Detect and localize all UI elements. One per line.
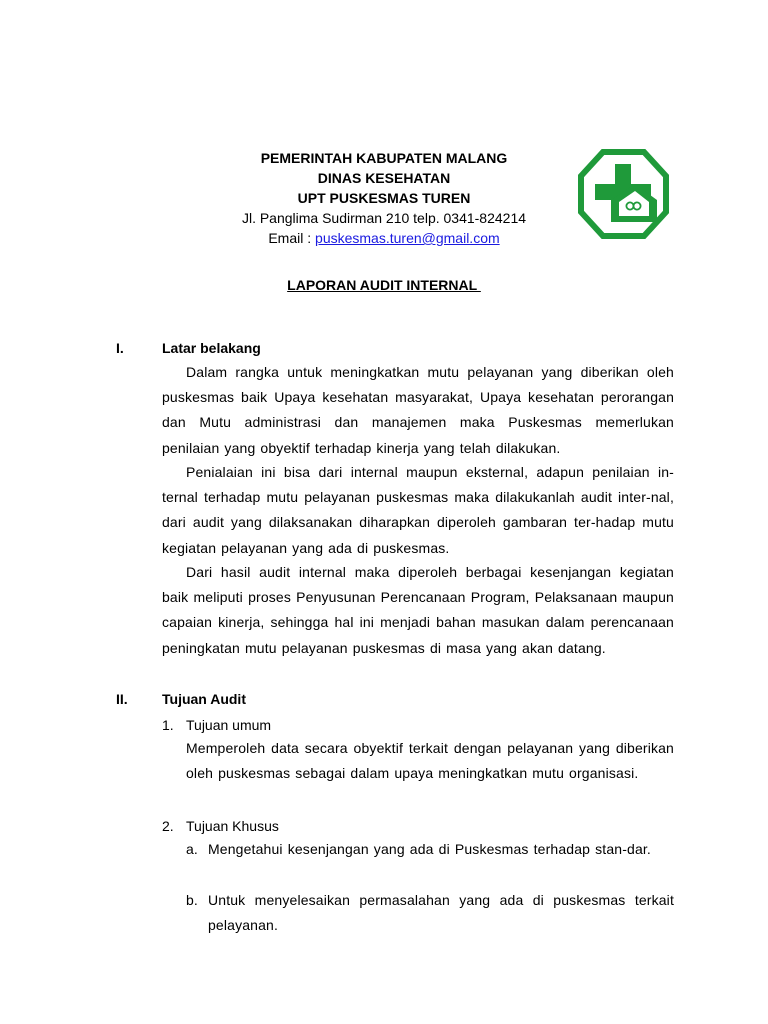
sub-item-b-label: b. <box>186 892 198 908</box>
list-item-2-number: 2. <box>162 818 174 834</box>
list-item-1 <box>162 716 271 734</box>
sub-item-b <box>186 888 674 938</box>
document-title: LAPORAN AUDIT INTERNAL <box>287 277 481 293</box>
section-1-heading: Latar belakang <box>162 340 261 356</box>
agency-name: DINAS KESEHATAN <box>317 170 451 186</box>
sub-item-a-text: Mengetahui kesenjangan yang ada di Puskesmas terhadap stan-dar. <box>208 841 651 857</box>
email-link[interactable]: puskesmas.turen@gmail.com <box>315 230 500 246</box>
list-item-2-label: Tujuan Khusus <box>186 818 279 834</box>
address: Jl. Panglima Sudirman 210 telp. 0341-824214 <box>241 210 527 226</box>
letterhead <box>200 148 568 248</box>
government-name: PEMERINTAH KABUPATEN MALANG <box>260 150 508 166</box>
sub-item-a-label: a. <box>186 841 198 857</box>
unit-name: UPT PUSKESMAS TUREN <box>297 190 471 206</box>
section-1-paragraph-1: Dalam rangka untuk meningkatkan mutu pelayanan yang diberikan oleh puskesmas baik Upaya kesehatan masyarakat, Upaya kesehatan perorangan dan Mutu administrasi dan manajemen maka Puskesmas memerlukan penilaian yang obyektif terhadap kinerja yang telah dilakukan. <box>162 364 674 456</box>
section-1-paragraph-3: Dari hasil audit internal maka diperoleh berbagai kesenjangan kegiatan baik meliputi proses Penyusunan Perencanaan Program, Pelaksanaan maupun capaian kinerja, sehingga hal ini menjadi bahan masukan dalam perencanaan peningkatan mutu pelayanan puskesmas di masa yang akan datang. <box>162 564 674 656</box>
list-item-2 <box>162 817 279 835</box>
list-item-1-label: Tujuan umum <box>186 717 272 733</box>
section-1-paragraph-2: Penialaian ini bisa dari internal maupun eksternal, adapun penilaian in-ternal terhadap mutu pelayanan puskesmas maka dilakukanlah audit inter-nal, dari audit yang dilaksanakan diharapkan diperoleh gambaran ter-hadap mutu kegiatan pelayanan yang ada di puskesmas. <box>162 464 674 556</box>
sub-item-a <box>186 837 674 862</box>
email-label: Email : <box>268 230 316 246</box>
section-2-number: II. <box>116 691 128 707</box>
list-item-1-number: 1. <box>162 717 174 733</box>
list-item-1-text: Memperoleh data secara obyektif terkait dengan pelayanan yang diberikan oleh puskesmas sebagai dalam upaya meningkatkan mutu organisasi. <box>186 740 674 782</box>
puskesmas-logo-icon <box>577 146 670 242</box>
sub-item-b-text: Untuk menyelesaikan permasalahan yang ada di puskesmas terkait pelayanan. <box>208 892 674 934</box>
section-2-heading: Tujuan Audit <box>162 691 246 707</box>
logo-graphic <box>577 146 670 242</box>
email-line <box>200 228 568 248</box>
section-1-number: I. <box>116 340 124 356</box>
